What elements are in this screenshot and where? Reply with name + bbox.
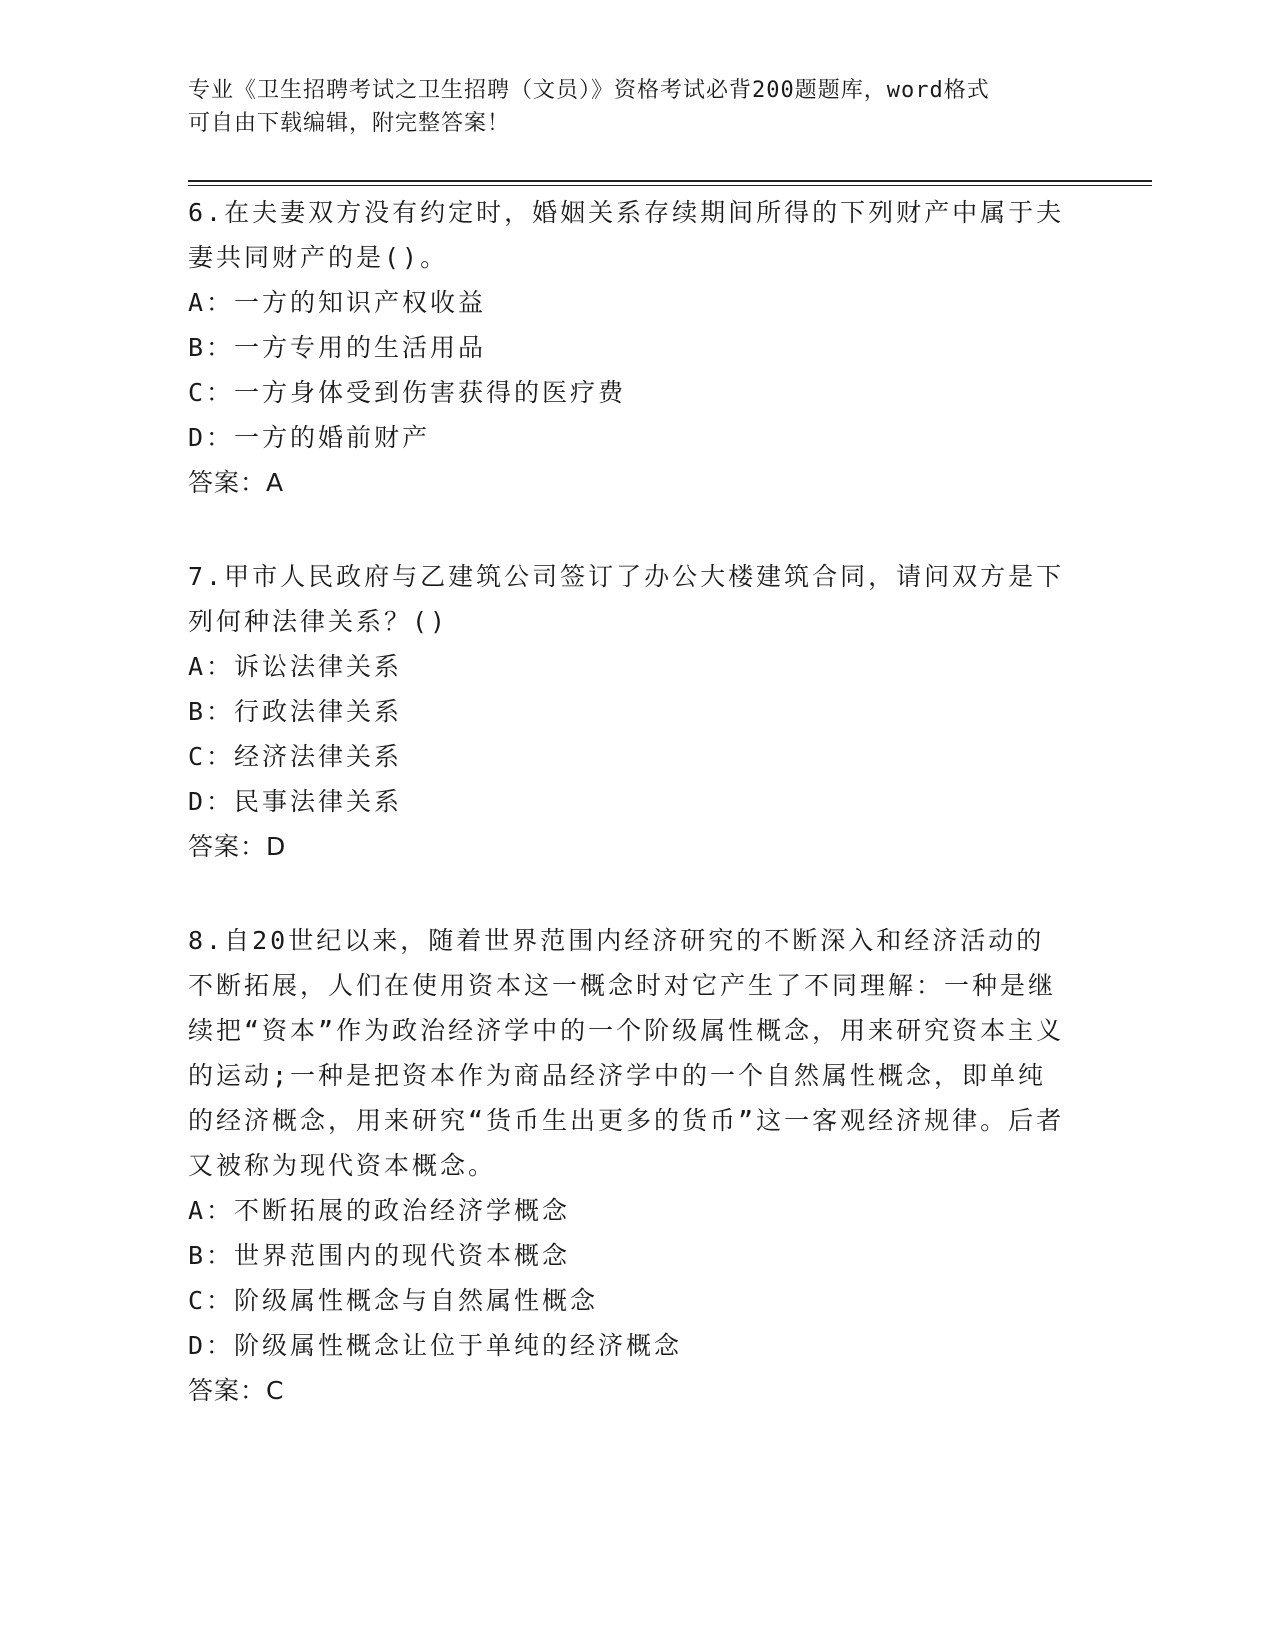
option-a: A：一方的知识产权收益 [188, 288, 487, 317]
option-d: D：一方的婚前财产 [188, 423, 431, 452]
option-a: A：诉讼法律关系 [188, 652, 403, 681]
question-stem: 6.在夫妻双方没有约定时，婚姻关系存续期间所得的下列财产中属于夫妻共同财产的是()。 [188, 198, 1065, 272]
option-b: B：行政法律关系 [188, 697, 403, 726]
header-line-1: 专业《卫生招聘考试之卫生招聘（文员）》资格考试必背200题题库，word格式 [188, 78, 990, 103]
option-a: A：不断拓展的政治经济学概念 [188, 1196, 571, 1225]
question-8 [188, 918, 1068, 1413]
option-c: C：一方身体受到伤害获得的医疗费 [188, 378, 627, 407]
header-divider-thin [188, 185, 1152, 186]
question-stem: 7.甲市人民政府与乙建筑公司签订了办公大楼建筑合同，请问双方是下列何种法律关系？() [188, 562, 1065, 636]
header-divider-thick [188, 180, 1152, 182]
option-c: C：经济法律关系 [188, 742, 403, 771]
option-c: C：阶级属性概念与自然属性概念 [188, 1286, 599, 1315]
question-6 [188, 190, 1068, 505]
option-d: D：民事法律关系 [188, 787, 403, 816]
option-b: B：世界范围内的现代资本概念 [188, 1241, 571, 1270]
document-header [188, 74, 1068, 140]
question-7 [188, 554, 1068, 869]
answer: 答案：D [188, 832, 287, 861]
header-line-2: 可自由下载编辑，附完整答案！ [188, 111, 511, 136]
answer: 答案：A [188, 468, 285, 497]
answer: 答案：C [188, 1376, 285, 1405]
option-b: B：一方专用的生活用品 [188, 333, 487, 362]
option-d: D：阶级属性概念让位于单纯的经济概念 [188, 1331, 683, 1360]
question-stem: 8.自20世纪以来，随着世界范围内经济研究的不断深入和经济活动的不断拓展，人们在使用资本这一概念时对它产生了不同理解：一种是继续把“资本”作为政治经济学中的一个阶级属性概念，用来研究资本主义的运动;一种是把资本作为商品经济学中的一个自然属性概念，即单纯的经济概念，用来研究“货币生出更多的货币”这一客观经济规律。后者又被称为现代资本概念。 [188, 926, 1065, 1180]
